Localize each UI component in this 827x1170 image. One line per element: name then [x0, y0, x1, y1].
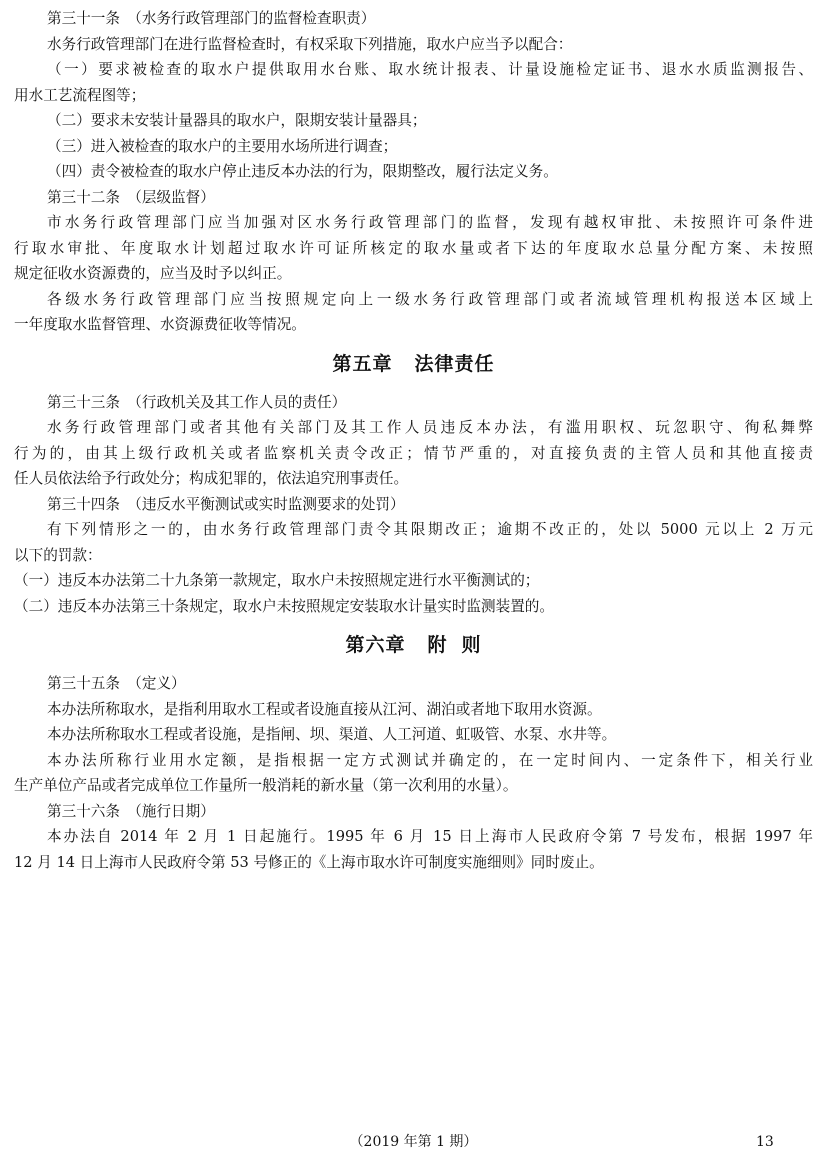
list-item: （二）要求未安装计量器具的取水户，限期安装计量器具；	[47, 112, 427, 129]
chapter-heading	[14, 619, 813, 671]
paragraph-line: 行取水审批、年度取水计划超过取水许可证所核定的取水量或者下达的年度取水总量分配方案、未按照	[14, 239, 813, 257]
article-heading: 第三十一条 （水务行政管理部门的监督检查职责）	[47, 10, 376, 27]
article-heading: 第三十三条 （行政机关及其工作人员的责任）	[47, 393, 347, 411]
paragraph-line: 各级水务行政管理部门应当按照规定向上一级水务行政管理部门或者流域管理机构报送本区域上	[47, 290, 813, 308]
chapter-title: 法律责任	[414, 352, 495, 375]
list-item: （三）进入被检查的取水户的主要用水场所进行调查；	[47, 137, 398, 155]
article-33	[14, 390, 813, 492]
chapter-heading	[14, 338, 813, 390]
list-item: （二）违反本办法第三十条规定，取水户未按照规定安装取水计量实时监测装置的。	[14, 597, 554, 615]
paragraph-line: 规定征收水资源费的，应当及时予以纠正。	[14, 265, 292, 282]
paragraph-line: 本办法所称取水，是指利用取水工程或者设施直接从江河、湖泊或者地下取用水资源。	[47, 700, 602, 718]
article-heading: 第三十二条 （层级监督）	[47, 188, 215, 206]
chapter-number: 第六章	[345, 634, 406, 656]
chapter-number: 第五章	[332, 352, 393, 375]
list-item-line: 用水工艺流程图等；	[14, 86, 146, 104]
paragraph-line: 行为的，由其上级行政机关或者监察机关责令改正；情节严重的，对直接负责的主管人员和其他直接责	[14, 444, 813, 462]
chapter-title-part: 附	[427, 634, 448, 656]
paragraph-line: 本办法所称取水工程或者设施，是指闸、坝、渠道、人工河道、虹吸管、水泵、水井等。	[47, 726, 617, 743]
paragraph-line: 水务行政管理部门在进行监督检查时，有权采取下列措施，取水户应当予以配合：	[47, 35, 573, 53]
paragraph-line: 水务行政管理部门或者其他有关部门及其工作人员违反本办法，有滥用职权、玩忽职守、徇私舞弊	[47, 419, 813, 436]
issue-label: （2019 年第 1 期）	[349, 1134, 478, 1150]
paragraph-line: 一年度取水监督管理、水资源费征收等情况。	[14, 316, 306, 333]
article-heading: 第三十五条 （定义）	[47, 675, 186, 692]
article-31	[14, 6, 813, 185]
paragraph-line: 以下的罚款：	[14, 546, 102, 564]
paragraph-line: 市水务行政管理部门应当加强对区水务行政管理部门的监督，发现有越权审批、未按照许可条件进	[47, 214, 813, 231]
article-32	[14, 185, 813, 338]
document-page	[14, 6, 813, 875]
list-item: （一）违反本办法第二十九条第一款规定，取水户未按照规定进行水平衡测试的；	[14, 572, 540, 589]
list-item: （四）责令被检查的取水户停止违反本办法的行为，限期整改，履行法定义务。	[47, 163, 558, 180]
article-35	[14, 671, 813, 799]
paragraph-line: 本办法自 2014 年 2 月 1 日起施行。1995 年 6 月 15 日上海市人民政府令第 7 号发布，根据 1997 年	[47, 828, 813, 845]
article-36	[14, 799, 813, 876]
chapter-title-part: 则	[461, 634, 482, 656]
article-heading: 第三十四条 （违反水平衡测试或实时监测要求的处罚）	[47, 495, 405, 513]
page-footer	[0, 1131, 827, 1153]
list-item-line: （一）要求被检查的取水户提供取用水台账、取水统计报表、计量设施检定证书、退水水质监测报告、	[47, 61, 813, 78]
paragraph-line: 任人员依法给予行政处分；构成犯罪的，依法追究刑事责任。	[14, 470, 409, 487]
paragraph-line: 本办法所称行业用水定额，是指根据一定方式测试并确定的，在一定时间内、一定条件下，相关行业	[47, 751, 813, 769]
page-number: 13	[756, 1134, 774, 1150]
paragraph-line: 12 月 14 日上海市人民政府令第 53 号修正的《上海市取水许可制度实施细则》同时废止。	[14, 853, 604, 871]
paragraph-line: 生产单位产品或者完成单位工作量所一般消耗的新水量（第一次利用的水量）。	[14, 777, 518, 794]
article-heading: 第三十六条 （施行日期）	[47, 802, 215, 820]
article-34	[14, 492, 813, 620]
paragraph-line: 有下列情形之一的，由水务行政管理部门责令其限期改正；逾期不改正的，处以 5000 元以上 2 万元	[47, 521, 813, 538]
